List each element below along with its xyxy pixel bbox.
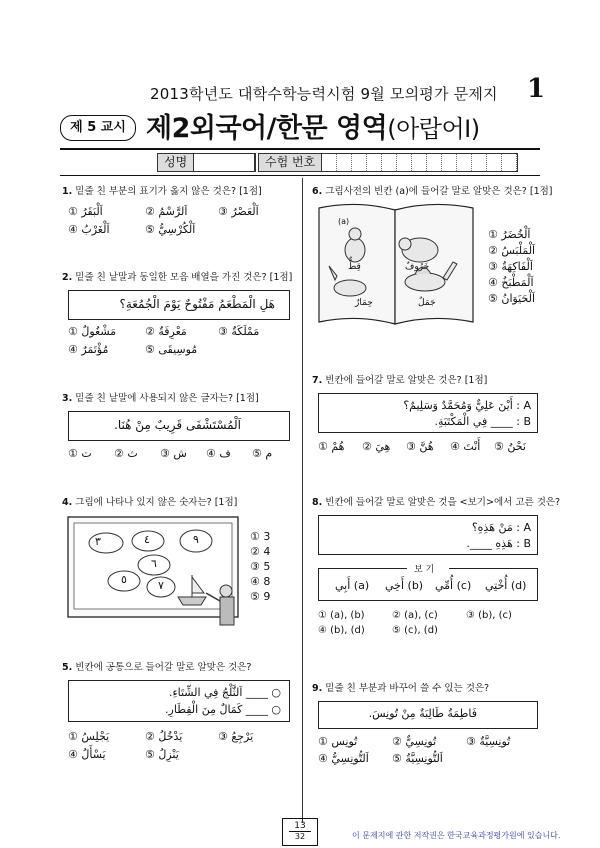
question-number: 9. [312,683,323,694]
id-box [258,153,518,172]
cloud-number: ٩ [193,533,199,546]
dialogue-b: B : هَذِهِ ____. [466,537,531,550]
animal-label: حِمَارٌ [355,298,373,308]
question-stem: 빈칸에 공통으로 들어갈 말로 알맞은 것은? [75,662,252,673]
option-3[interactable]: ③ اَلْعَصْرُ [218,205,259,218]
dialogue-a: A : مَنْ هَذِهِ؟ [471,521,531,534]
name-label: 성명 [158,154,194,171]
question-3-box [68,411,290,441]
question-3-sentence: اَلْمُسْتَشْفَى قَرِيبٌ مِنْ هُنَا. [114,418,241,432]
option-4[interactable]: ④ مُؤْتَمَرٌ [68,343,109,356]
question-9-sentence: فَاطِمَةُ طَالِبَةٌ مِنْ تُونِسَ. [368,707,477,720]
exam-title-paren: (아랍어Ⅰ) [387,115,480,143]
option-1[interactable]: ① هُمْ [318,440,345,453]
option-2[interactable]: ② ث [114,447,138,460]
question-stem: 밑줄 친 낱말에 사용되지 않은 글자는? [1점] [75,393,259,404]
option-1[interactable]: ① ت [68,447,92,460]
option-3[interactable]: ③ (b), (c) [466,610,512,621]
question-5-line-1: ○ ____ اَلثَّلْجُ فِي الشِّتَاءِ. [168,686,281,699]
id-cell[interactable] [412,154,427,171]
option-3[interactable]: ③ اَلْفَاكِهَةُ [488,260,533,273]
option-2[interactable]: ② 4 [250,545,271,558]
question-8-box [318,515,538,555]
option-4[interactable]: ④ اَلْغَرْبُ [68,223,110,236]
question-number: 5. [62,662,73,673]
option-5[interactable]: ⑤ اَلتُّونِسِيَّةُ [392,752,443,765]
bogi-label: 보 기 [414,565,435,575]
dialogue-a: A : أَيْنَ عَلِيٌّ وَمُحَمَّدٌ وَسَلِيمٌ؟ [403,399,531,412]
footer-page-total: 32 [294,832,306,841]
option-4[interactable]: ④ اَلْمَطْبَخُ [488,276,534,289]
option-2[interactable]: ② (a), (c) [392,610,438,621]
question-5 [62,662,251,674]
exam-title [146,106,480,145]
option-1[interactable]: ① مَشْغُولٌ [68,325,117,338]
option-3[interactable]: ③ 5 [250,560,271,573]
question-7 [312,375,487,387]
id-cell[interactable] [502,154,517,171]
bogi-item: (c) أُمِّي [435,579,472,592]
id-cell[interactable] [382,154,397,171]
name-box [157,153,256,172]
id-cell[interactable] [457,154,472,171]
option-5[interactable]: ⑤ م [252,447,273,460]
exam-title-main: 제2외국어/한문 영역 [146,113,388,144]
id-cell[interactable] [352,154,367,171]
question-number: 1. [62,186,73,197]
option-1[interactable]: ① 3 [250,530,271,543]
question-2-box [68,290,290,320]
id-cell[interactable] [487,154,502,171]
option-5[interactable]: ⑤ اَلْكُرْسِيُّ [145,223,196,236]
id-cell[interactable] [427,154,442,171]
animal-label: قِطٌّ [348,262,361,272]
question-2-sentence: هَلِ الْمَطْعَمُ مَفْتُوحٌ يَوْمَ الْجُمُعَةِ؟ [119,297,275,311]
cloud-number: ٣ [95,535,101,548]
cloud-number: ٦ [151,557,157,570]
question-stem: 밑줄 친 낱말과 동일한 모음 배열을 가진 것은? [1점] [75,272,293,283]
header-rule-bottom [60,175,540,176]
question-number: 6. [312,186,323,197]
id-cell[interactable] [337,154,352,171]
option-2[interactable]: ② اَلرَّسْمُ [145,205,188,218]
bogi-rule-left [319,568,407,569]
option-1[interactable]: ① (a), (b) [318,610,365,621]
id-cell[interactable] [472,154,487,171]
cloud-number: ٧ [158,579,164,592]
cloud-number: ٤ [144,533,150,546]
question-7-box [318,393,538,433]
footer-page-current: 13 [289,821,311,832]
option-2[interactable]: ② يَدْخُلُ [145,730,183,743]
option-3[interactable]: ③ مَمْلَكَةٌ [218,325,260,338]
option-1[interactable]: ① اَلْبَقَرُ [68,205,103,218]
question-number: 8. [312,497,323,508]
dialogue-b: B : ____ فِي الْمَكْتَبَةِ. [434,415,531,428]
question-number: 7. [312,375,323,386]
id-cell[interactable] [322,154,337,171]
option-4[interactable]: ④ اَلتُّونِسِيُّ [318,752,369,765]
question-5-box [68,680,290,722]
bogi-item: (d) أُخْتِي [485,579,527,592]
column-separator [302,178,303,823]
name-field[interactable] [194,154,255,171]
question-stem: 밑줄 친 부분과 바꾸어 쓸 수 있는 것은? [325,683,490,694]
question-3 [62,393,259,405]
option-3[interactable]: ③ هُنَّ [406,440,434,453]
id-label: 수험 번호 [259,154,322,171]
option-2[interactable]: ② مَعْرِفَةٌ [145,325,187,338]
bogi-rule-right [449,568,537,569]
id-cell[interactable] [367,154,382,171]
exam-subtitle: 2013학년도 대학수학능력시험 9월 모의평가 문제지 [150,85,498,103]
question-9 [312,683,489,695]
question-stem: 밑줄 친 부분의 표기가 옳지 않은 것은? [1점] [75,186,262,197]
option-5[interactable]: ⑤ مُوسِيقَى [145,343,198,356]
option-5[interactable]: ⑤ نَحْنُ [494,440,526,453]
id-cell[interactable] [442,154,457,171]
animal-label: خَرُوفٌ [405,262,430,272]
bogi-box [318,565,538,601]
option-3[interactable]: ③ تُونِسِيَّةٌ [466,735,511,748]
footer-page-box [282,818,318,846]
option-5[interactable]: ⑤ (c), (d) [392,625,438,636]
option-2[interactable]: ② تُونِسِيٌّ [392,735,437,748]
option-4[interactable]: ④ يَسْأَلُ [68,748,106,761]
option-5[interactable]: ⑤ اَلْحَيَوَانُ [488,292,536,305]
bogi-item: (b) أَخِي [385,579,424,592]
cloud-number: ٥ [121,573,127,586]
question-stem: 빈칸에 들어갈 말로 알맞은 것은? [1점] [325,375,488,386]
option-3[interactable]: ③ ش [160,447,187,460]
id-cell[interactable] [397,154,412,171]
session-badge: 제 5 교시 [60,115,136,141]
question-9-box [318,701,538,729]
question-stem: 빈칸에 들어갈 말로 알맞은 것을 <보기>에서 고른 것은? [325,497,561,508]
option-1[interactable]: ① يَجْلِسُ [68,730,110,743]
question-8 [312,497,560,509]
classroom-illustration [66,515,246,630]
option-4[interactable]: ④ 8 [250,575,271,588]
option-2[interactable]: ② اَلْمَلْبَسُ [488,244,536,257]
page-number: 1 [527,74,546,104]
animal-label: جَمَلٌ [418,298,436,308]
option-2[interactable]: ② هِيَ [362,440,391,453]
option-1[interactable]: ① اَلْخُضَرُ [488,228,531,241]
option-1[interactable]: ① تُونِس [318,735,358,748]
question-1 [62,186,262,198]
blank-a-label: (a) [338,217,350,226]
question-stem: 그림사전의 빈칸 (a)에 들어갈 말로 알맞은 것은? [1점] [325,186,553,197]
question-number: 4. [62,497,73,508]
question-number: 3. [62,393,73,404]
header-rule [60,148,540,150]
option-4[interactable]: ④ ف [206,447,231,460]
option-5[interactable]: ⑤ 9 [250,590,271,603]
option-4[interactable]: ④ (b), (d) [318,625,365,636]
question-5-line-2: ○ ____ كَمَالٌ مِنَ الْقِطَارِ. [165,703,281,716]
copyright-notice: 이 문제지에 관한 저작권은 한국교육과정평가원에 있습니다. [352,831,561,840]
option-5[interactable]: ⑤ يَنْزِلُ [145,748,179,761]
question-4 [62,497,237,509]
option-4[interactable]: ④ أَنْتَ [450,440,481,453]
option-3[interactable]: ③ يَرْجِعُ [218,730,254,743]
question-2 [62,272,292,284]
question-number: 2. [62,272,73,283]
question-6 [312,186,553,198]
question-stem: 그림에 나타나 있지 않은 숫자는? [1점] [75,497,238,508]
bogi-item: (a) أَبِي [335,579,370,592]
